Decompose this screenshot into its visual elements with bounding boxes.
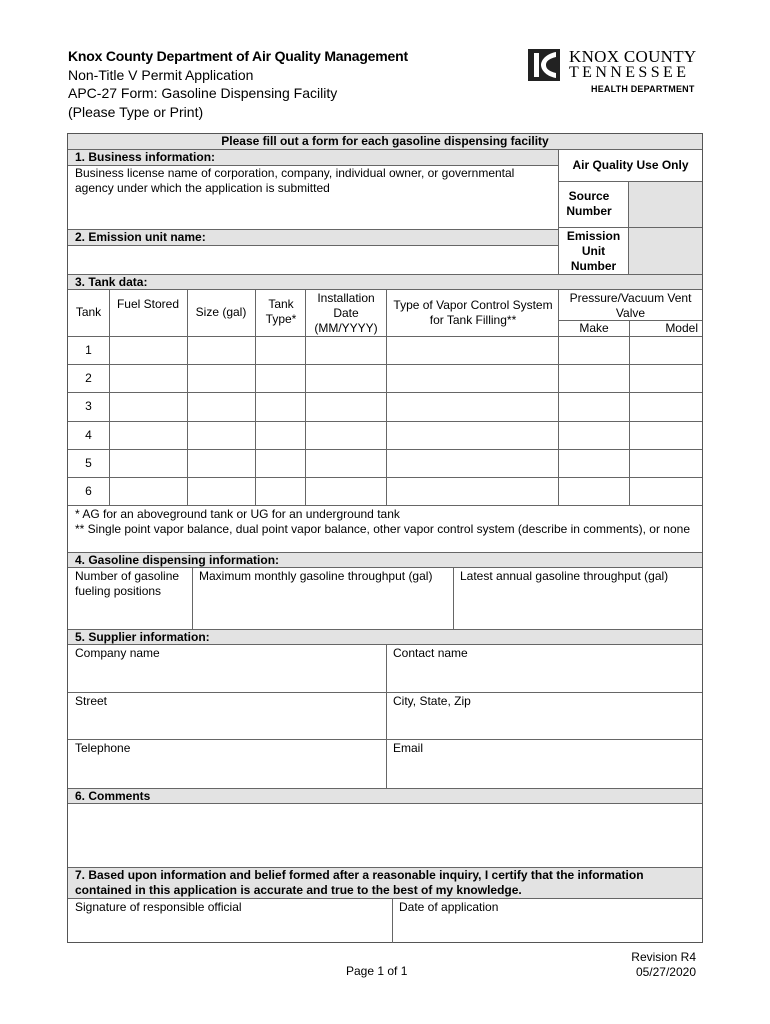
tank-row-5: 5 bbox=[85, 456, 92, 470]
agency-title: Knox County Department of Air Quality Management bbox=[68, 48, 408, 64]
page-number: Page 1 of 1 bbox=[346, 964, 408, 978]
revision-date: 05/27/2020 bbox=[635, 965, 696, 979]
col-pv: Pressure/Vacuum Vent Valve bbox=[569, 291, 692, 320]
col-type: Tank Type* bbox=[265, 297, 297, 326]
section4-heading: 4. Gasoline dispensing information: bbox=[68, 553, 702, 567]
logo-line3: HEALTH DEPARTMENT bbox=[591, 84, 695, 94]
knox-county-logo bbox=[528, 47, 698, 99]
form-name: APC-27 Form: Gasoline Dispensing Facility bbox=[68, 85, 338, 101]
col-fuel: Fuel Stored bbox=[116, 297, 180, 311]
emission-unit-number-label: Emission Unit Number bbox=[566, 229, 621, 273]
telephone-label: Telephone bbox=[75, 741, 131, 755]
business-name-field[interactable] bbox=[68, 182, 558, 229]
company-name-label: Company name bbox=[75, 646, 160, 660]
source-number-label: Source Number bbox=[566, 189, 612, 218]
tank-row-4: 4 bbox=[85, 428, 92, 442]
city-state-zip-label: City, State, Zip bbox=[393, 694, 471, 708]
col-make: Make bbox=[579, 321, 609, 335]
emission-unit-name-field[interactable] bbox=[68, 246, 558, 274]
fueling-positions-label: Number of gasoline fueling positions bbox=[75, 569, 180, 598]
tank-row-2: 2 bbox=[85, 371, 92, 385]
tank-row-1: 1 bbox=[85, 343, 92, 357]
form-banner: Please fill out a form for each gasoline dispensing facility bbox=[68, 134, 702, 149]
instructions: (Please Type or Print) bbox=[68, 103, 204, 120]
annual-throughput-label: Latest annual gasoline throughput (gal) bbox=[460, 569, 669, 583]
logo-line1: KNOX COUNTY bbox=[569, 47, 697, 66]
col-install: Installation Date (MM/YYYY) bbox=[314, 291, 378, 335]
signature-label: Signature of responsible official bbox=[75, 900, 242, 914]
section7-heading: 7. Based upon information and belief formed after a reasonable inquiry, I certify that the information contained in this application is accurate and true to the best of my knowledge. bbox=[68, 868, 702, 898]
comments-field[interactable] bbox=[68, 804, 702, 867]
contact-name-label: Contact name bbox=[393, 646, 468, 660]
section6-heading: 6. Comments bbox=[68, 789, 702, 803]
permit-type: Non-Title V Permit Application bbox=[68, 66, 254, 83]
tank-row-6: 6 bbox=[85, 484, 92, 498]
emission-unit-number-field[interactable] bbox=[629, 228, 702, 274]
revision-label: Revision R4 bbox=[631, 950, 696, 964]
col-tank: Tank bbox=[75, 305, 102, 319]
vapor-control-note: ** Single point vapor balance, dual point vapor balance, other vapor control system (describe in comments), or none bbox=[75, 522, 691, 536]
monthly-throughput-label: Maximum monthly gasoline throughput (gal) bbox=[199, 569, 433, 583]
col-vapor: Type of Vapor Control System for Tank Filling** bbox=[393, 298, 553, 327]
email-label: Email bbox=[393, 741, 424, 755]
tank-row-3: 3 bbox=[85, 399, 92, 413]
application-form bbox=[67, 133, 703, 943]
section3-heading: 3. Tank data: bbox=[68, 275, 702, 289]
form-header bbox=[68, 47, 408, 121]
revision-info bbox=[600, 950, 696, 980]
section2-heading: 2. Emission unit name: bbox=[68, 230, 558, 245]
col-size: Size (gal) bbox=[195, 305, 247, 319]
business-name-label: Business license name of corporation, company, individual owner, or governmental agency under which the application is submitted bbox=[75, 166, 515, 195]
street-label: Street bbox=[75, 694, 108, 708]
knox-county-logo-icon bbox=[528, 49, 560, 81]
source-number-field[interactable] bbox=[629, 182, 702, 227]
section5-heading: 5. Supplier information: bbox=[68, 630, 702, 644]
section1-heading: 1. Business information: bbox=[68, 150, 558, 165]
aq-use-only-label: Air Quality Use Only bbox=[572, 158, 689, 172]
date-of-application-label: Date of application bbox=[399, 900, 499, 914]
tank-type-note: * AG for an aboveground tank or UG for an underground tank bbox=[75, 507, 400, 521]
logo-line2: TENNESSEE bbox=[569, 64, 690, 81]
col-model: Model bbox=[665, 321, 698, 335]
